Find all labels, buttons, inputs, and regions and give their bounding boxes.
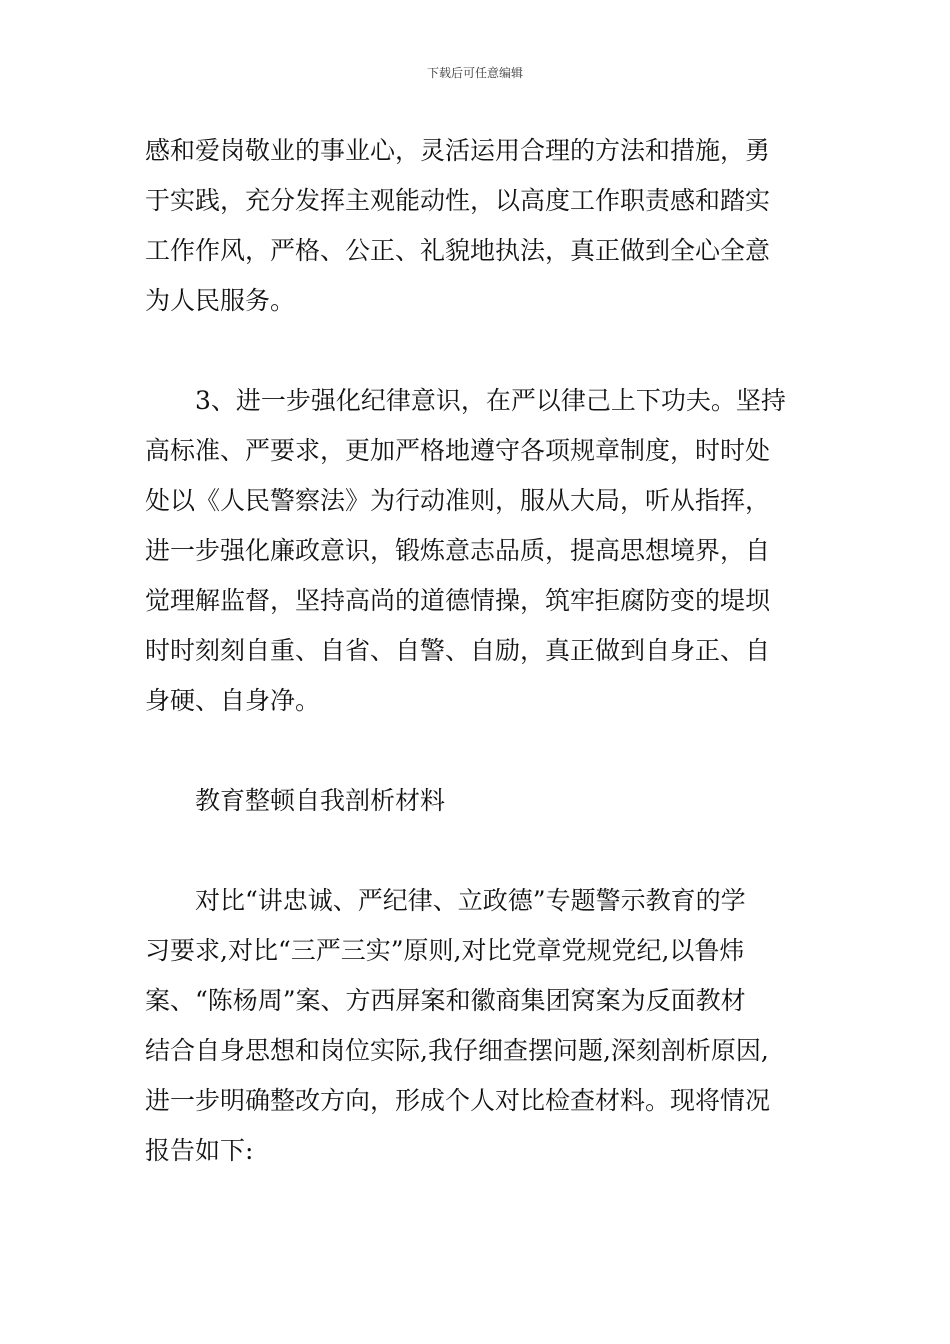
text-line: 对比“讲忠诚、严纪律、立政德”专题警示教育的学 (195, 886, 746, 915)
text-line: 进一步强化廉政意识，锻炼意志品质，提高思想境界，自 (145, 536, 771, 565)
text-line: 报告如下: (145, 1136, 254, 1165)
text-line: 结合自身思想和岗位实际,我仔细查摆问题,深刻剖析原因, (145, 1036, 769, 1065)
text-line: 习要求,对比“三严三实”原则,对比党章党规党纪,以鲁炜 (145, 936, 745, 965)
text-line: 工作作风，严格、公正、礼貌地执法，真正做到全心全意 (145, 236, 771, 265)
text-line: 于实践，充分发挥主观能动性，以高度工作职责感和踏实 (145, 186, 771, 215)
text-line: 为人民服务。 (145, 286, 296, 315)
text-line: 处以《人民警察法》为行动准则，服从大局，听从指挥， (145, 486, 771, 515)
paragraph-gap (145, 726, 810, 776)
document-body (145, 126, 810, 1176)
text-line: 身硬、自身净。 (145, 686, 321, 715)
text-line: 3、进一步强化纪律意识，在严以律己上下功夫。坚持 (195, 386, 786, 415)
text-line: 时时刻刻自重、自省、自警、自励，真正做到自身正、自 (145, 636, 771, 665)
text-line: 高标准、严要求，更加严格地遵守各项规章制度，时时处 (145, 436, 771, 465)
text-line: 感和爱岗敬业的事业心，灵活运用合理的方法和措施，勇 (145, 136, 771, 165)
paragraph-gap (145, 826, 810, 876)
text-line: 进一步明确整改方向，形成个人对比检查材料。现将情况 (145, 1086, 771, 1115)
heading-line: 教育整顿自我剖析材料 (195, 786, 446, 815)
section-heading (145, 776, 810, 826)
text-line: 案、“陈杨周”案、方西屏案和徽商集团窝案为反面教材 (145, 986, 746, 1015)
paragraph-2 (145, 376, 810, 726)
paragraph-gap (145, 326, 810, 376)
text-line: 觉理解监督，坚持高尚的道德情操，筑牢拒腐防变的堤坝 (145, 586, 771, 615)
paragraph-3 (145, 876, 810, 1176)
page-header: 下载后可任意编辑 (426, 66, 523, 80)
paragraph-1 (145, 126, 810, 326)
